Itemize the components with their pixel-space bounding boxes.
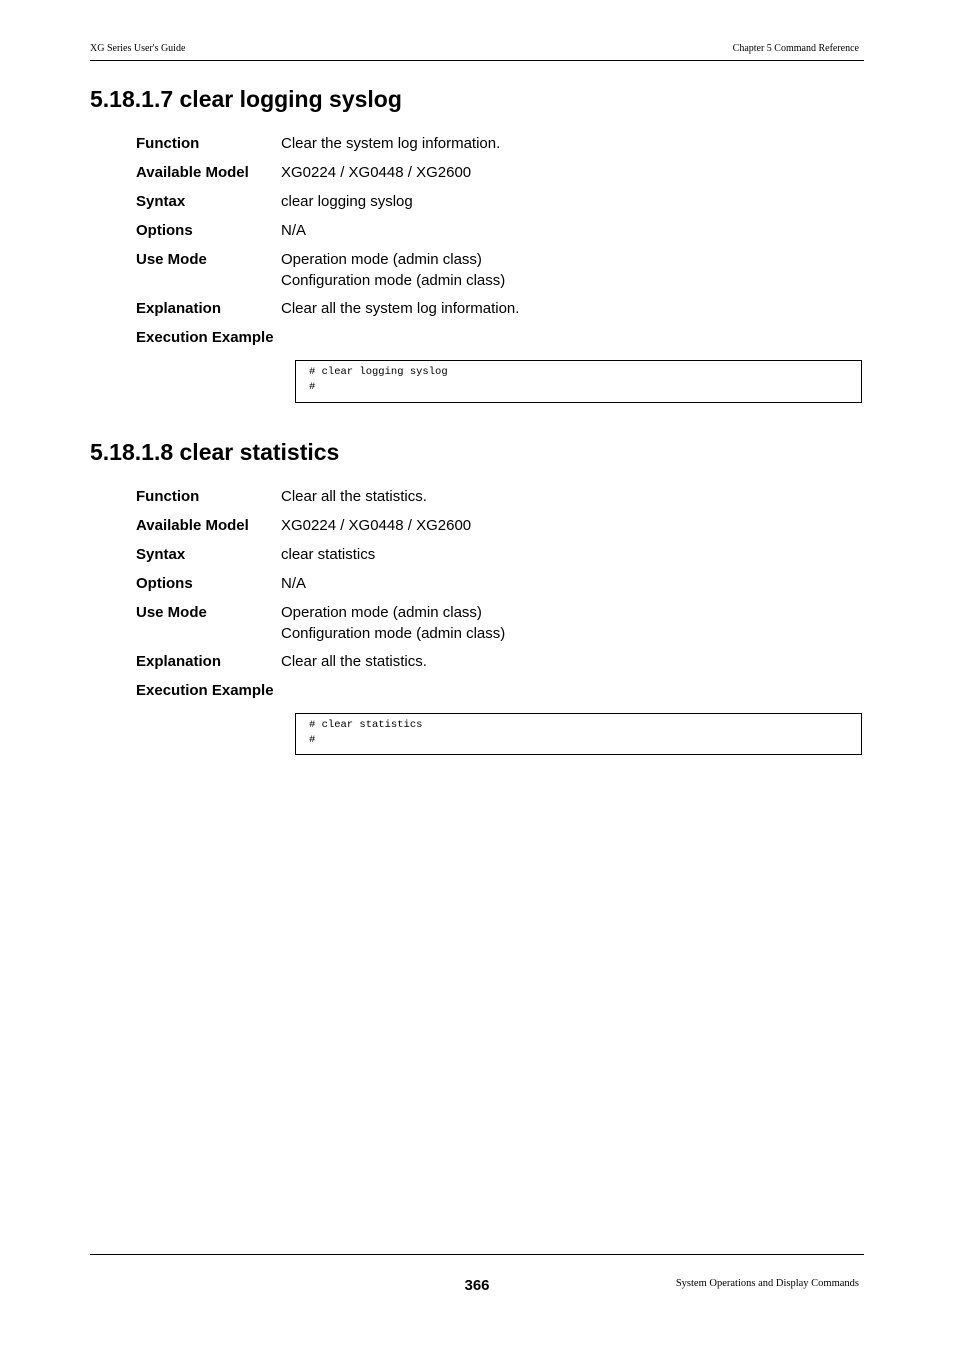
property-row-available-model: [136, 516, 864, 545]
property-value-line: Configuration mode (admin class): [281, 624, 506, 642]
property-label: Options: [136, 222, 193, 239]
property-row-function: [136, 487, 864, 516]
property-row-execution-example: [136, 681, 864, 710]
property-value-line: N/A: [281, 222, 307, 239]
property-value-line: Clear all the statistics.: [281, 488, 427, 505]
property-row-execution-example: [136, 328, 864, 357]
property-value: [281, 134, 500, 155]
property-row-use-mode: [136, 603, 864, 652]
property-label: Execution Example: [136, 682, 274, 699]
property-value: [281, 603, 505, 644]
property-value: [281, 221, 306, 242]
property-row-function: [136, 134, 864, 163]
property-row-explanation: [136, 652, 864, 681]
property-row-options: [136, 221, 864, 250]
property-value: [281, 250, 505, 291]
property-label: Options: [136, 575, 193, 592]
property-value: [281, 516, 471, 537]
footer-section-title: System Operations and Display Commands: [675, 1278, 859, 1289]
property-value: [281, 299, 519, 320]
property-row-available-model: [136, 163, 864, 192]
section-title: 5.18.1.7 clear logging syslog: [90, 86, 402, 112]
property-row-syntax: [136, 192, 864, 221]
property-label: Function: [136, 488, 200, 505]
property-label: Available Model: [136, 164, 249, 181]
property-label: Use Mode: [136, 604, 207, 621]
property-value-line: XG0224 / XG0448 / XG2600: [281, 517, 472, 534]
property-row-syntax: [136, 545, 864, 574]
property-label: Explanation: [136, 653, 222, 670]
page-footer: [90, 1254, 864, 1295]
property-value-line: N/A: [281, 575, 307, 592]
code-line: #: [309, 734, 316, 746]
property-value-line: Clear all the statistics.: [281, 653, 427, 670]
property-value-line: Clear the system log information.: [281, 135, 501, 152]
property-value: [281, 652, 427, 673]
code-line: #: [309, 381, 316, 393]
property-value-line: Clear all the system log information.: [281, 300, 520, 317]
property-label: Use Mode: [136, 251, 207, 268]
header-chapter-title: Chapter 5 Command Reference: [732, 43, 859, 54]
section-title: 5.18.1.8 clear statistics: [90, 439, 340, 465]
property-row-options: [136, 574, 864, 603]
property-row-explanation: [136, 299, 864, 328]
property-label: Syntax: [136, 193, 186, 210]
code-line: # clear statistics: [309, 719, 423, 731]
code-example-box: [295, 713, 862, 755]
property-label: Execution Example: [136, 329, 274, 346]
property-value-line: Configuration mode (admin class): [281, 271, 506, 289]
property-label: Available Model: [136, 517, 249, 534]
property-table: [136, 487, 864, 710]
code-line: # clear logging syslog: [309, 366, 448, 378]
property-label: Function: [136, 135, 200, 152]
property-value: [281, 192, 413, 213]
page-number: 366: [464, 1277, 490, 1294]
property-value: [281, 163, 471, 184]
property-value: [281, 574, 306, 595]
property-label: Explanation: [136, 300, 222, 317]
property-value-line: clear statistics: [281, 546, 376, 563]
code-example-box: [295, 360, 862, 403]
page-header: [90, 42, 864, 61]
property-value-line: clear logging syslog: [281, 193, 413, 210]
property-row-use-mode: [136, 250, 864, 299]
property-value-line: Operation mode (admin class): [281, 251, 482, 268]
property-label: Syntax: [136, 546, 186, 563]
property-table: [136, 134, 864, 357]
property-value: [281, 545, 375, 566]
property-value: [281, 487, 427, 508]
property-value-line: Operation mode (admin class): [281, 604, 482, 621]
header-guide-title: XG Series User's Guide: [90, 43, 186, 54]
property-value-line: XG0224 / XG0448 / XG2600: [281, 164, 472, 181]
